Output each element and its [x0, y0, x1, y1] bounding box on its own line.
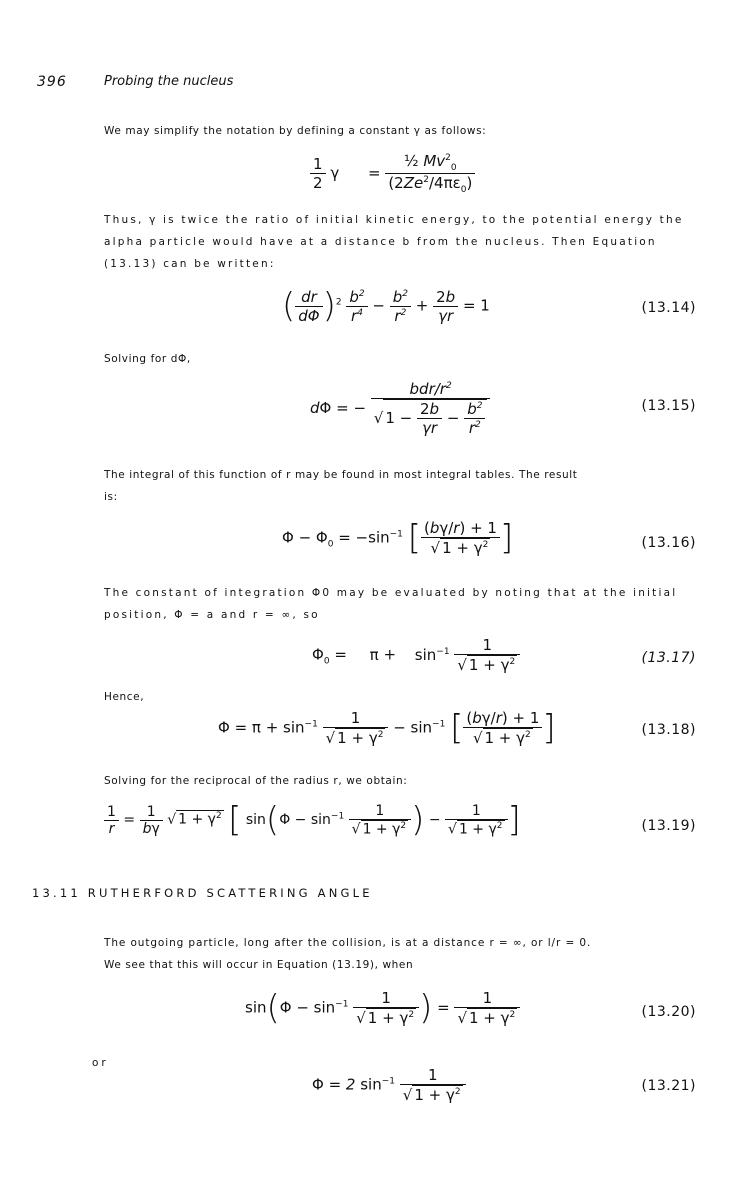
equation-13-20: $\sin(\Phi - \sin^{-1}$ $\frac{1}{√ 1 + \gamma^2}$ ) = $\frac{1}{√ 1 + \gamma^2}$ [245, 988, 520, 1028]
equation-13-17: $\Phi_0 = \pi + \sin^{-1}$ $\frac{1}{√ 1 + \gamma^2}$ [312, 636, 520, 674]
paragraph-outgoing-2: We see that this will occur in Equation (13.19), when [104, 959, 414, 971]
paragraph-integral-2: is: [104, 491, 118, 503]
paragraph-solving-dphi: Solving for dΦ, [104, 353, 191, 365]
paragraph-solving-reciprocal: Solving for the reciprocal of the radius r, we obtain: [104, 775, 408, 787]
equation-13-18: $\Phi = \pi + \sin^{-1}$ $\frac{1}{√ 1 + \gamma^2}$ − $\sin^{-1}$ [ $\frac{(b\gamma/r) + 1}{√ 1 + \gamma^2}$ ] [218, 708, 556, 748]
equation-number-13-16: (13.16) [641, 535, 696, 551]
paragraph-or: or [92, 1057, 109, 1069]
equation-number-13-17: (13.17) [641, 650, 696, 666]
page-number: 396 [37, 74, 67, 90]
paragraph-thus-2: alpha particle would have at a distance b from the nucleus. Then Equation [104, 236, 657, 248]
equation-gamma: $\frac{1}{2}$ γ = $\frac{\frac{1}{2} Mv^2_0}{(2Ze^2/4\pi\varepsilon_0)}$ [310, 152, 475, 195]
paragraph-intro: We may simplify the notation by defining a constant γ as follows: [104, 125, 487, 137]
equation-number-13-21: (13.21) [641, 1078, 696, 1094]
paragraph-hence: Hence, [104, 691, 145, 703]
paragraph-constant-1: The constant of integration Φ0 may be evaluated by noting that at the initial [104, 587, 678, 599]
equation-13-15: dΦ = − bdr/$r^2$ √ 1 − $\frac{2b}{\gamma r}$ − $\frac{b^2}{r^2}$ [310, 380, 490, 437]
equation-13-14: ( $\frac{dr}{d\Phi}$ )$^2$ $\frac{b^2}{r^4}$ − $\frac{b^2}{r^2}$ + $\frac{2b}{\gamma r}$ = 1 [282, 286, 490, 326]
equation-number-13-15: (13.15) [641, 398, 696, 414]
section-heading: 13.11 RUTHERFORD SCATTERING ANGLE [32, 886, 373, 900]
equation-number-13-19: (13.19) [641, 818, 696, 834]
paragraph-integral-1: The integral of this function of r may be found in most integral tables. The result [104, 469, 578, 481]
equation-number-13-18: (13.18) [641, 722, 696, 738]
equation-number-13-20: (13.20) [641, 1004, 696, 1020]
paragraph-thus-1: Thus, γ is twice the ratio of initial kinetic energy, to the potential energy the [104, 214, 684, 226]
equation-number-13-14: (13.14) [641, 300, 696, 316]
paragraph-outgoing-1: The outgoing particle, long after the collision, is at a distance r = ∞, or l/r = 0. [104, 937, 592, 949]
running-title: Probing the nucleus [104, 74, 234, 89]
paragraph-thus-3: (13.13) can be written: [104, 258, 276, 270]
equation-13-21: Φ = 2 $\sin^{-1}$ $\frac{1}{√ 1 + \gamma^2}$ [312, 1066, 466, 1104]
paragraph-constant-2: position, Φ = a and r = ∞, so [104, 609, 320, 621]
equation-13-19: $\frac{1}{r}$ = $\frac{1}{b\gamma}$ √ $1 + \gamma^2$ [ $\sin(\Phi - \sin^{-1}$ $\frac{1}{√ 1 + \gamma^2}$ ) − $\frac{1}{√ 1 + \gamma^2}$ ] [104, 800, 521, 840]
equation-13-16: $\Phi - \Phi_0 = -\sin^{-1}$ [ $\frac{(b\gamma/r) + 1}{√ 1 + \gamma^2}$ ] [282, 518, 514, 558]
